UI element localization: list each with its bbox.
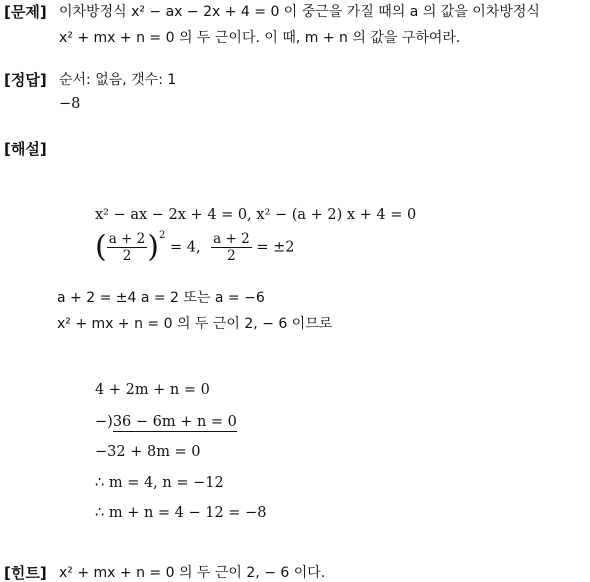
- answer-text-line1: 순서: 없음, 갯수: 1: [59, 72, 177, 88]
- solution-eq4: x² + mx + n = 0 의 두 근이 2, − 6 이므로: [57, 316, 333, 332]
- fraction-2: $\frac{a + 2}{2}$: [213, 231, 250, 264]
- fraction-exponent: 2: [158, 229, 166, 241]
- problem-text-line1: 이차방정식 x² − ax − 2x + 4 = 0 이 중근을 가질 때의 a 의 값을 이차방정식: [59, 4, 540, 20]
- solution-eq8: ∴ m = 4, n = −12: [95, 475, 224, 491]
- solution-eq9: ∴ m + n = 4 − 12 = −8: [95, 505, 267, 521]
- solution-label: [해설]: [4, 140, 47, 158]
- solution-eq7: −32 + 8m = 0: [95, 444, 201, 460]
- solution-fraction-line: ( $\frac{a + 2}{2}$ )$^2$ = 4, $\frac{a + 2}{2}$ = ±2: [95, 229, 295, 265]
- problem-label: [문제]: [4, 3, 47, 21]
- hint-label: [힌트]: [4, 564, 47, 582]
- solution-eq5: 4 + 2m + n = 0: [95, 382, 210, 398]
- solution-eq6: −)36 − 6m + n = 0: [95, 414, 237, 430]
- solution-eq3: a + 2 = ±4 a = 2 또는 a = −6: [57, 290, 265, 306]
- fraction-1: $\frac{a + 2}{2}$: [108, 231, 146, 264]
- answer-label: [정답]: [4, 71, 47, 89]
- hint-text: x² + mx + n = 0 의 두 근이 2, − 6 이다.: [59, 565, 326, 581]
- solution-eq1: x² − ax − 2x + 4 = 0, x² − (a + 2) x + 4 = 0: [95, 207, 417, 223]
- answer-value: −8: [59, 96, 81, 112]
- problem-text-line2: x² + mx + n = 0 의 두 근이다. 이 때, m + n 의 값을 구하여라.: [59, 30, 461, 46]
